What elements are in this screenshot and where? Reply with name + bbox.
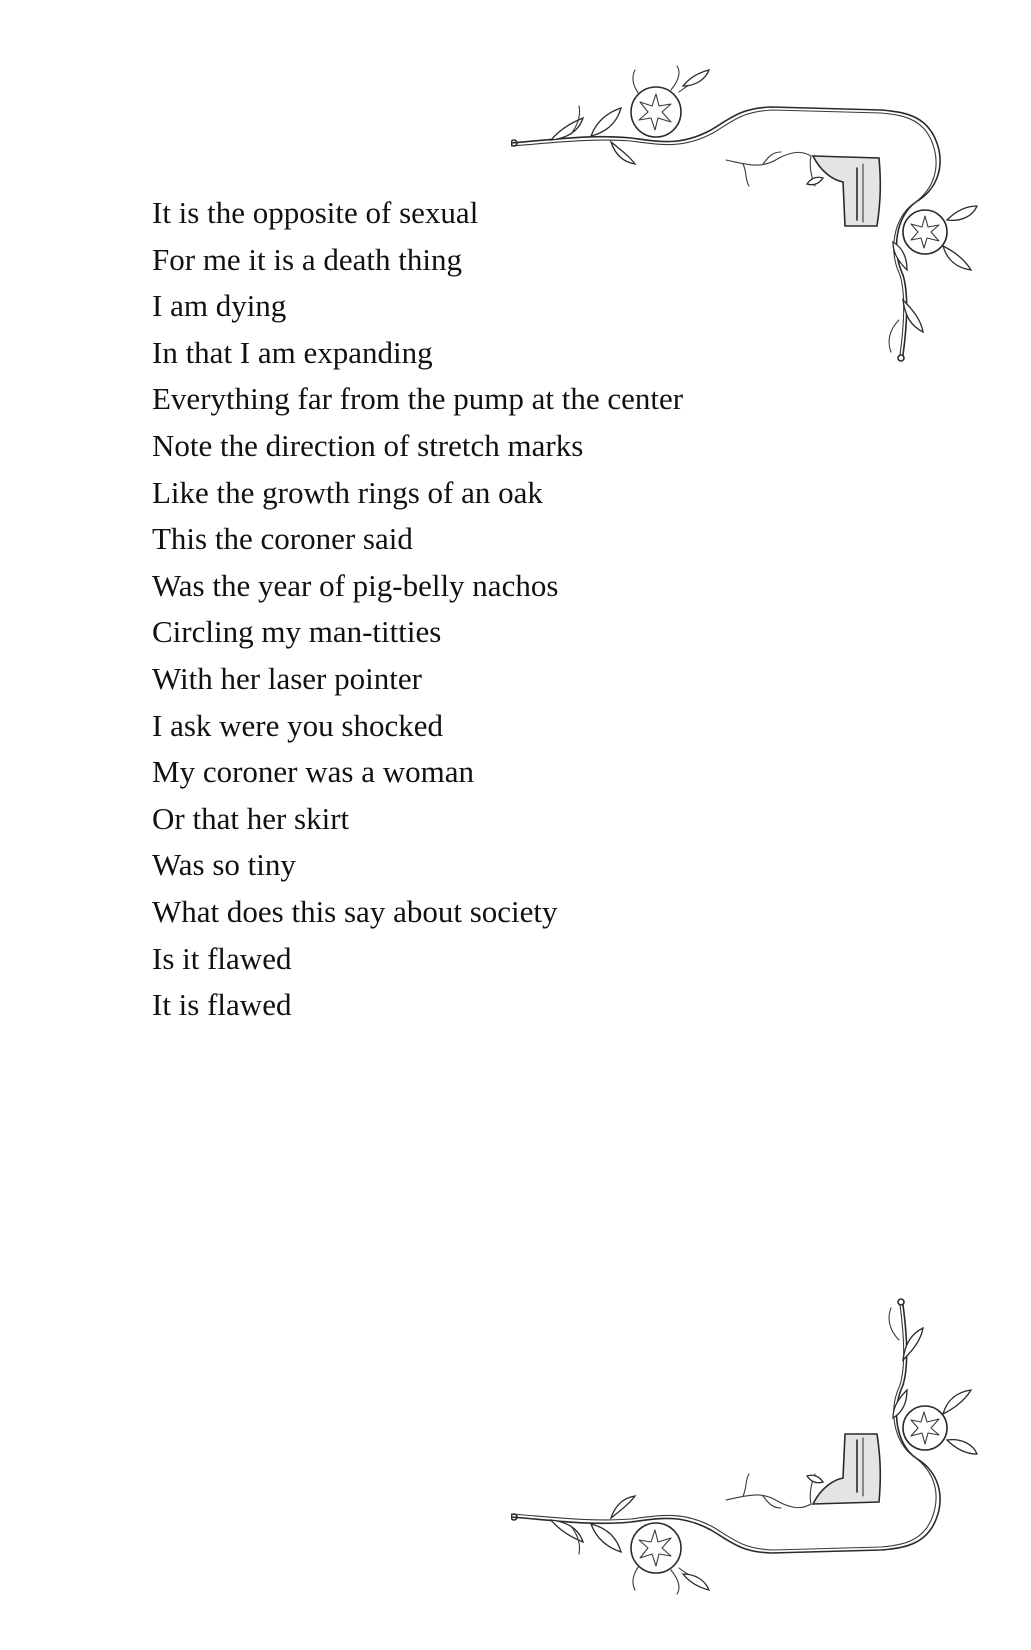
poem-line: What does this say about society	[152, 893, 558, 929]
bottom-corner-vine-ornament	[511, 1270, 1031, 1600]
poem-line: Everything far from the pump at the center	[152, 381, 684, 417]
vine-ornament-drawing	[511, 1270, 1031, 1600]
poem-line: In that I am expanding	[152, 334, 433, 370]
poem-line: I am dying	[152, 288, 287, 324]
poem-line: With her laser pointer	[152, 660, 422, 696]
poem-line: Was the year of pig-belly nachos	[152, 567, 559, 603]
poem-line: Circling my man-titties	[152, 614, 442, 650]
poem-line: My coroner was a woman	[152, 754, 474, 790]
poem-line: It is the opposite of sexual	[152, 195, 479, 230]
poem-line: Or that her skirt	[152, 800, 350, 836]
poem-text	[152, 190, 683, 1029]
poem-line: I ask were you shocked	[152, 707, 443, 743]
poem-line: Like the growth rings of an oak	[152, 474, 543, 510]
poem-line: For me it is a death thing	[152, 241, 462, 277]
poem-line: Is it flawed	[152, 940, 292, 976]
poem-line: It is flawed	[152, 987, 292, 1023]
poem-line: This the coroner said	[152, 521, 413, 557]
poem-line: Was so tiny	[152, 847, 296, 883]
poem-line: Note the direction of stretch marks	[152, 427, 584, 463]
